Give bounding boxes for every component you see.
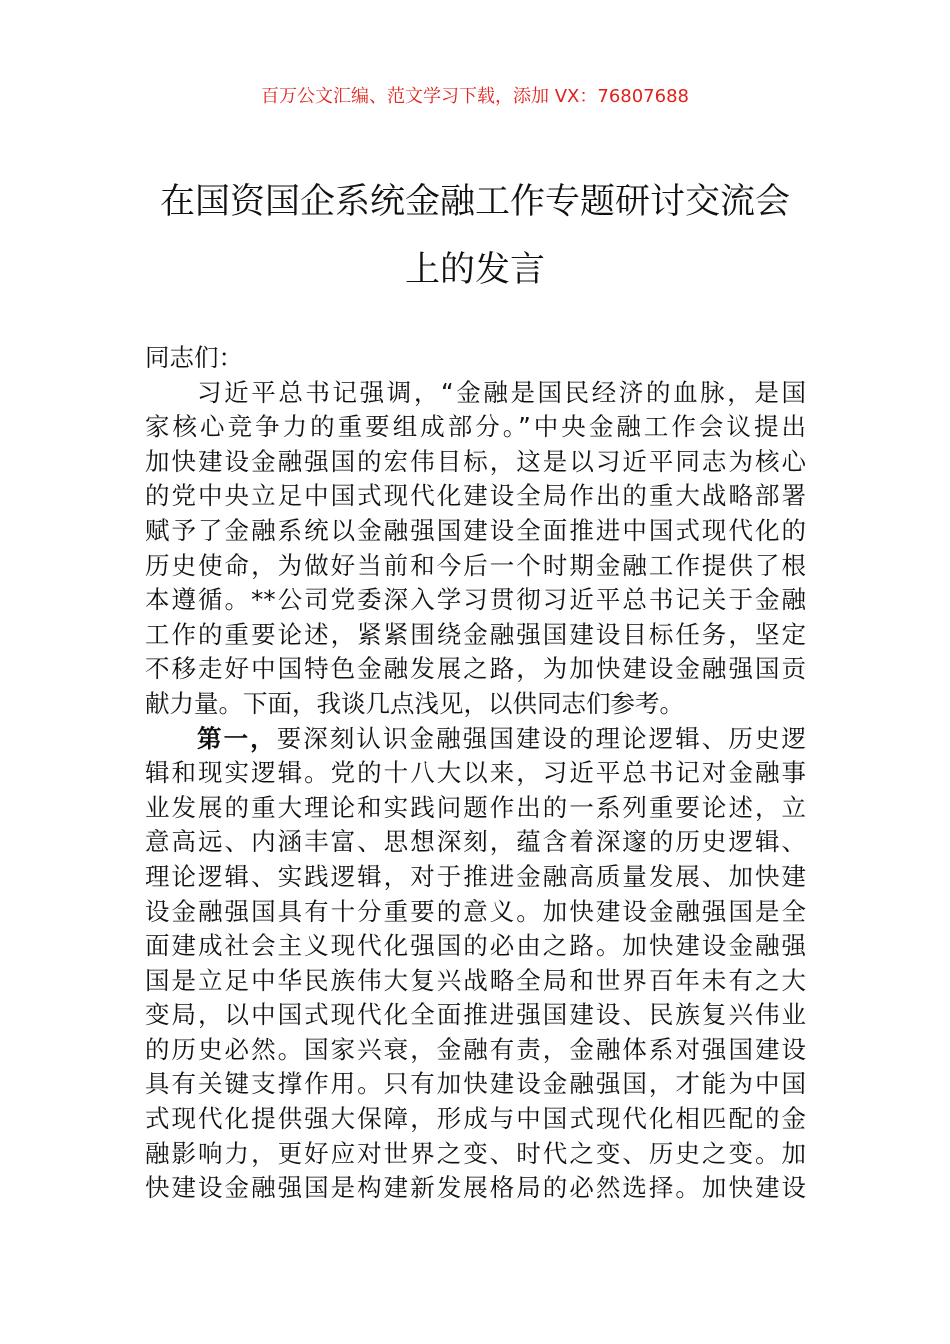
paragraph-line: 国是立足中华民族伟大复兴战略全局和世界百年未有之大 <box>145 965 806 995</box>
paragraph-line: 献力量。下面，我谈几点浅见，以供同志们参考。 <box>145 688 684 718</box>
paragraph-line: 业发展的重大理论和实践问题作出的一系列重要论述，立 <box>145 792 806 822</box>
paragraph-2-first-line-text: 要深刻认识金融强国建设的理论逻辑、历史逻 <box>276 723 807 753</box>
paragraph-line: 面建成社会主义现代化强国的必由之路。加快建设金融强 <box>145 931 806 961</box>
paragraph-line: 辑和现实逻辑。党的十八大以来，习近平总书记对金融事 <box>145 758 806 788</box>
paragraph-line: 不移走好中国特色金融发展之路，为加快建设金融强国贡 <box>145 654 806 684</box>
paragraph-line: 式现代化提供强大保障，形成与中国式现代化相匹配的金 <box>145 1104 806 1134</box>
paragraph-line: 具有关键支撑作用。只有加快建设金融强国，才能为中国 <box>145 1069 806 1099</box>
paragraph-line: 家核心竞争力的重要组成部分。”中央金融工作会议提出 <box>145 412 806 442</box>
paragraph-line: 习近平总书记强调，“金融是国民经济的血脉，是国 <box>197 377 806 407</box>
document-title-line-1: 在国资国企系统金融工作专题研讨交流会 <box>159 182 790 222</box>
watermark-header: 百万公文汇编、范文学习下载，添加 VX：76807688 <box>261 86 689 107</box>
document-body <box>145 341 806 1206</box>
paragraph-line: 的党中央立足中国式现代化建设全局作出的重大战略部署 <box>145 481 806 511</box>
paragraph-1 <box>145 376 806 722</box>
paragraph-line: 变局，以中国式现代化全面推进强国建设、民族复兴伟业 <box>145 1000 806 1030</box>
paragraph-line: 的历史必然。国家兴衰，金融有责，金融体系对强国建设 <box>145 1034 806 1064</box>
paragraph-2 <box>145 722 806 1206</box>
paragraph-line: 快建设金融强国是构建新发展格局的必然选择。加快建设 <box>145 1173 806 1203</box>
paragraph-line: 工作的重要论述，紧紧围绕金融强国建设目标任务，坚定 <box>145 619 806 649</box>
paragraph-line: 加快建设金融强国的宏伟目标，这是以习近平同志为核心 <box>145 446 806 476</box>
paragraph-line: 融影响力，更好应对世界之变、时代之变、历史之变。加 <box>145 1138 806 1168</box>
paragraph-line: 本遵循。**公司党委深入学习贯彻习近平总书记关于金融 <box>145 585 806 615</box>
paragraph-2-first-line <box>145 722 806 757</box>
paragraph-line: 意高远、内涵丰富、思想深刻，蕴含着深邃的历史逻辑、 <box>145 827 806 857</box>
paragraph-2-lead: 第一， <box>197 723 277 753</box>
document-title-line-2: 上的发言 <box>404 250 545 290</box>
paragraph-line: 赋予了金融系统以金融强国建设全面推进中国式现代化的 <box>145 515 806 545</box>
salutation: 同志们： <box>145 343 243 372</box>
paragraph-line: 理论逻辑、实践逻辑，对于推进金融高质量发展、加快建 <box>145 861 806 891</box>
paragraph-line: 设金融强国具有十分重要的意义。加快建设金融强国是全 <box>145 896 806 926</box>
paragraph-line: 历史使命，为做好当前和今后一个时期金融工作提供了根 <box>145 550 806 580</box>
